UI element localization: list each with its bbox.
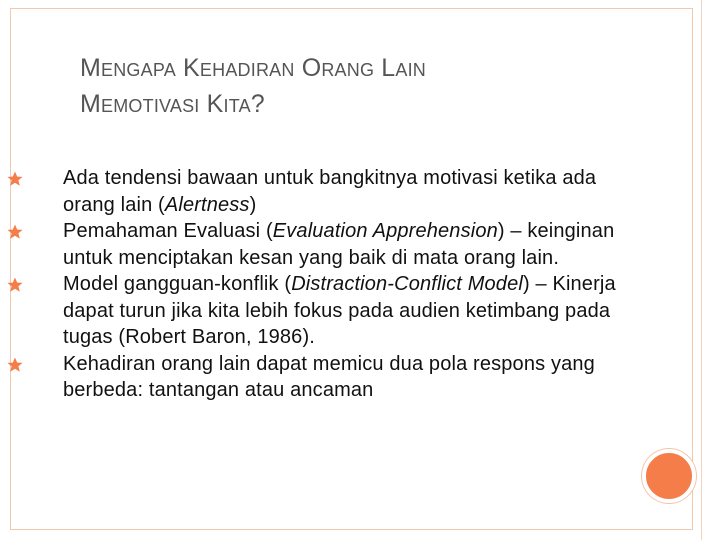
item-text: Model gangguan-konflik ( — [63, 273, 292, 295]
item-text-italic: Evaluation Apprehension — [272, 220, 498, 242]
star-icon — [7, 357, 23, 373]
star-icon — [7, 277, 23, 293]
star-icon — [7, 171, 23, 187]
star-icon — [7, 224, 23, 240]
decorative-vertical-line — [701, 0, 702, 540]
item-text-after: ) – Kinerja dapat turun jika kita lebih fokus pada audien ketimbang pada tugas (Robert Baron, 1986). — [63, 273, 616, 348]
item-text: Kehadiran orang lain dapat memicu dua pola respons yang berbeda: tantangan atau ancaman — [63, 352, 595, 401]
list-item — [0, 271, 653, 351]
title-line-2: Memotivasi Kita? — [80, 90, 265, 118]
bullet-list — [0, 165, 700, 404]
item-text-italic: Distraction-Conflict Model — [291, 273, 523, 295]
item-text: Pemahaman Evaluasi ( — [63, 220, 273, 242]
list-item — [0, 165, 653, 218]
list-item — [0, 218, 653, 271]
title-line-1: Mengapa Kehadiran Orang Lain — [80, 54, 426, 82]
item-text-after: ) — [249, 193, 257, 216]
item-text-italic: Alertness — [164, 193, 250, 216]
item-text-after: ) – keinginan untuk menciptakan kesan yang baik di mata orang lain. — [63, 220, 615, 269]
decorative-orange-circle — [642, 449, 696, 503]
slide-title — [80, 50, 640, 122]
item-text: Ada tendensi bawaan untuk bangkitnya motivasi ketika ada orang lain ( — [63, 167, 597, 216]
list-item — [0, 351, 653, 404]
